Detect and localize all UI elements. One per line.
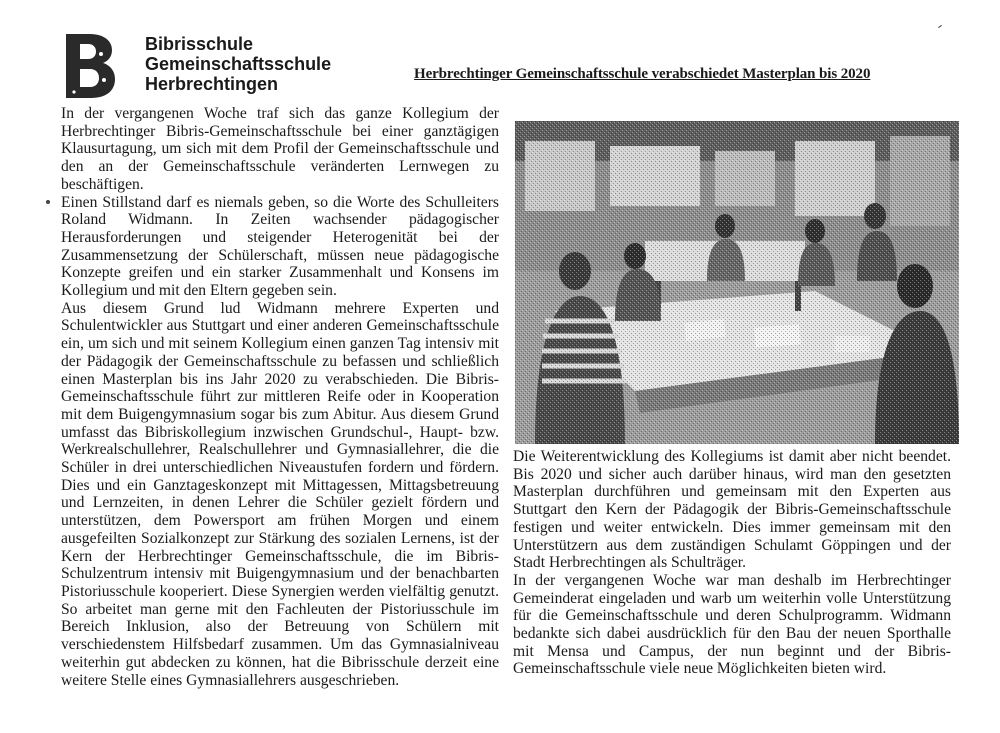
article-headline: Herbrechtinger Gemeinschaftsschule verabschiedet Masterplan bis 2020: [414, 66, 871, 82]
school-logo: [60, 30, 120, 102]
classroom-photo-image: [515, 121, 959, 444]
article-column-right: [513, 448, 951, 678]
article-paragraph: Aus diesem Grund lud Widmann mehrere Experten und Schulentwickler aus Stuttgart und einer anderen Gemeinschaftsschule ein, um sich und mit seinem Kollegium einen ganzen Tag intensiv mit der Pädagogik der Gemeinschaftsschule zu befassen und schließlich einen Masterplan bis ins Jahr 2020 zu verabschieden. Die Bibris-Gemeinschaftsschule führt zur mittleren Reife oder in Kooperation mit dem Buigengymnasium sogar bis zum Abitur. Aus diesem Grund umfasst das Bibriskollegium inzwischen Grundschul-, Haupt- bzw. Werkrealschullehrer, Realschullehrer und Gymnasiallehrer, die die Schüler in drei unterschiedlichen Niveaustufen fordern und fördern. Dies und ein Ganztageskonzept mit Mittagessen, Mittagsbetreuung und Lernzeiten, in denen Lehrer die Schüler gezielt fördern und unterstützen, dem Powersport am frühen Morgen und einem ausgefeilten Sozialkonzept zur Stärkung des sozialen Lernens, ist der Kern der Herbrechtinger Gemeinschaftsschule, die im Bibris-Schulzentrum intensiv mit Buigengymnasium und der benachbarten Pistoriusschule kooperiert. Diese Synergien werden vielfältig genutzt. So arbeitet man gerne mit den Fachleuten der Pistoriusschule im Bereich Inklusion, also der Betreuung von Schülern mit verschiedenstem Hilfsbedarf zusammen. Um das Gymnasialniveau weiterhin gut abdecken zu können, hat die Bibrisschule derzeit eine weitere Stelle eines Gymnasiallehrers ausgeschrieben.: [61, 299, 499, 689]
scan-mark: [938, 25, 942, 28]
scan-dot: [46, 200, 50, 204]
article-paragraph: In der vergangenen Woche war man deshalb im Herbrechtinger Gemeinderat eingeladen und warb um weiterhin volle Unterstützung für die Gemeinschaftsschule und deren Schulprogramm. Widmann bedankte sich dabei ausdrücklich für den Bau der neuen Sporthalle mit Mensa und Campus, der nun beginnt und der Bibris-Gemeinschaftsschule viele neue Möglichkeiten bieten wird.: [513, 571, 951, 678]
school-logo-b-icon: [60, 30, 120, 102]
school-name: [145, 34, 331, 94]
classroom-photo: [515, 121, 959, 444]
article-paragraph: Einen Stillstand darf es niemals geben, so die Worte des Schulleiters Roland Widmann. In Zeiten wachsender pädagogischer Herausforderungen und steigender Heterogenität bei der Zusammensetzung der Schülerschaft, müssen neue pädagogische Konzepte greifen und ein starker Zusammenhalt und Konsens im Kollegium und mit den Eltern gegeben sein.: [61, 193, 499, 300]
article-paragraph: In der vergangenen Woche traf sich das ganze Kollegium der Herbrechtinger Bibris-Gemeinschaftsschule bei einer ganztägigen Klausurtagung, um sich mit dem Profil der Gemeinschaftsschule und den an der Gemeinschaftsschule veränderten Lernwegen zu beschäftigen.: [61, 105, 499, 193]
article-paragraph: Die Weiterentwicklung des Kollegiums ist damit aber nicht beendet. Bis 2020 und sicher auch darüber hinaus, wird man den gesetzten Masterplan durchführen und gemeinsam mit den Experten aus Stuttgart den Kern der Pädagogik der Bibris-Gemeinschaftsschule festigen und weiter entwickeln. Dies immer gemeinsam mit den Unterstützern aus dem zuständigen Schulamt Göppingen und der Stadt Herbrechtingen als Schulträger.: [513, 448, 951, 572]
article-column-left: [61, 105, 499, 689]
school-name-line: Gemeinschaftsschule: [145, 54, 332, 74]
school-name-line: Bibrisschule: [145, 34, 254, 54]
school-name-line: Herbrechtingen: [145, 74, 279, 94]
